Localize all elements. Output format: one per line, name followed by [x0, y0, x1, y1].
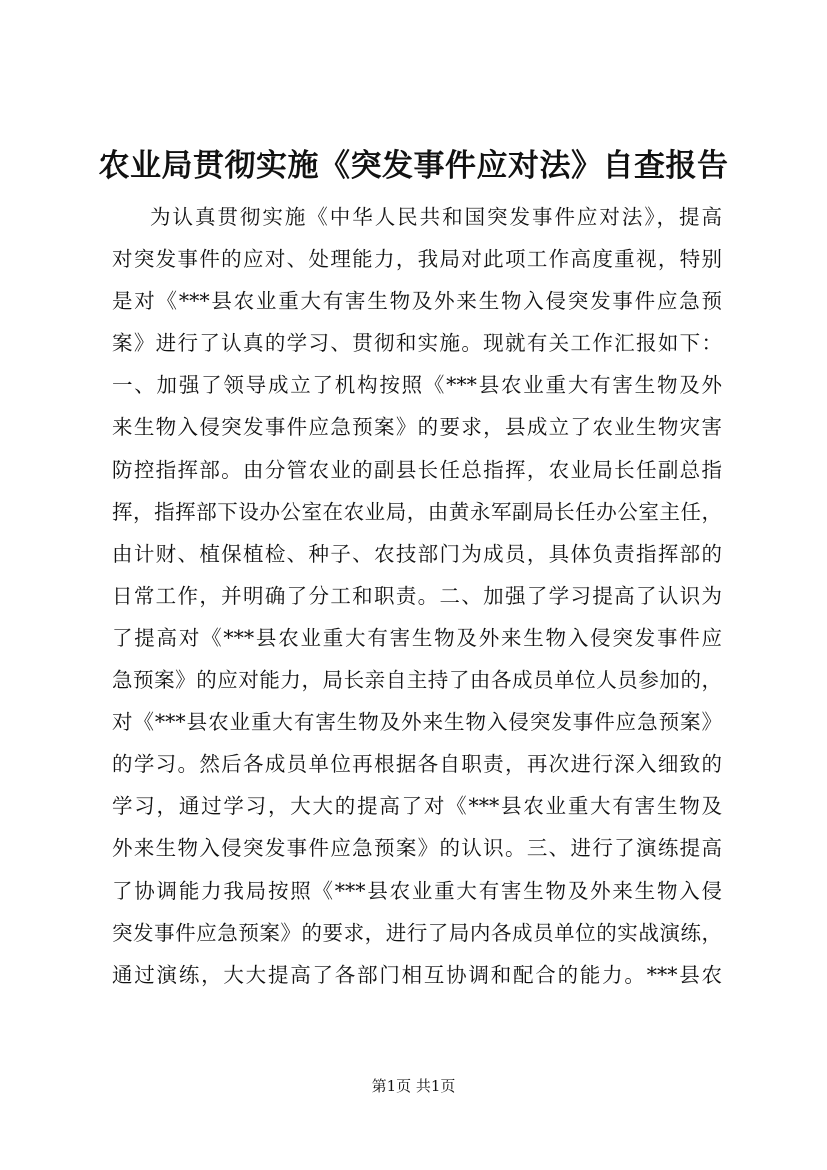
body-line: 防控指挥部。由分管农业的副县长任总指挥，农业局长任副总指 — [112, 457, 722, 482]
body-line: 一、加强了领导成立了机构按照《***县农业重大有害生物及外 — [112, 373, 722, 398]
body-line: 学习，通过学习，大大的提高了对《***县农业重大有害生物及 — [112, 794, 722, 819]
body-line: 是对《***县农业重大有害生物及外来生物入侵突发事件应急预 — [112, 289, 722, 314]
body-line: 为认真贯彻实施《中华人民共和国突发事件应对法》，提高 — [150, 205, 722, 229]
body-line: 急预案》的应对能力，局长亲自主持了由各成员单位人员参加的， — [112, 668, 722, 693]
body-line: 案》进行了认真的学习、贯彻和实施。现就有关工作汇报如下： — [112, 331, 722, 356]
document-body — [112, 196, 722, 996]
body-line: 对突发事件的应对、处理能力，我局对此项工作高度重视，特别 — [112, 247, 722, 272]
body-line: 的学习。然后各成员单位再根据各自职责，再次进行深入细致的 — [112, 752, 722, 777]
body-line: 来生物入侵突发事件应急预案》的要求，县成立了农业生物灾害 — [112, 415, 722, 440]
document-title: 农业局贯彻实施《突发事件应对法》自查报告 — [98, 148, 729, 184]
body-line: 对《***县农业重大有害生物及外来生物入侵突发事件应急预案》 — [112, 710, 722, 735]
body-line: 突发事件应急预案》的要求，进行了局内各成员单位的实战演练， — [112, 920, 722, 945]
body-line: 挥，指挥部下设办公室在农业局，由黄永军副局长任办公室主任， — [112, 499, 722, 524]
body-line: 由计财、植保植检、种子、农技部门为成员，具体负责指挥部的 — [112, 541, 722, 566]
page-number-footer: 第1页 共1页 — [371, 1077, 456, 1095]
body-line: 日常工作，并明确了分工和职责。二、加强了学习提高了认识为 — [112, 583, 722, 608]
body-line: 了协调能力我局按照《***县农业重大有害生物及外来生物入侵 — [112, 878, 722, 903]
body-line: 外来生物入侵突发事件应急预案》的认识。三、进行了演练提高 — [112, 836, 722, 861]
body-line: 了提高对《***县农业重大有害生物及外来生物入侵突发事件应 — [112, 625, 722, 650]
body-line: 通过演练，大大提高了各部门相互协调和配合的能力。***县农 — [112, 962, 722, 987]
